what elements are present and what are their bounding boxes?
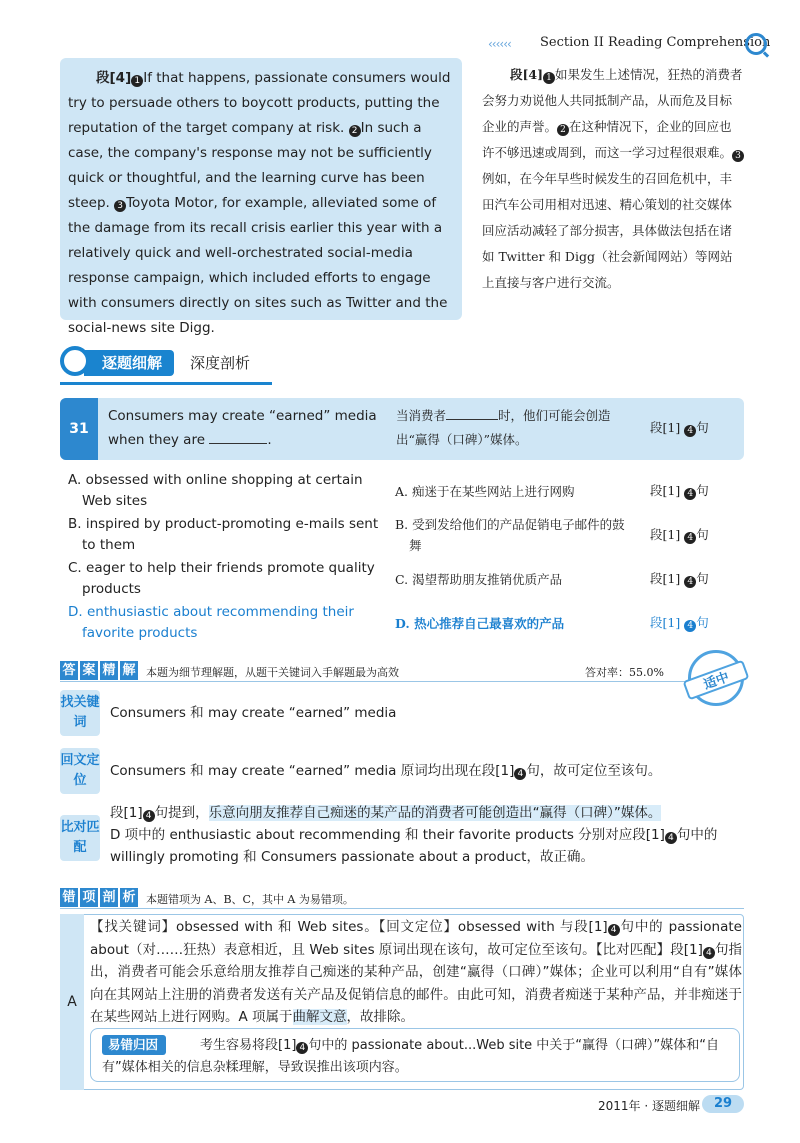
sentence-3-zh: 例如，在今年早些时候发生的召回危机中，丰田汽车公司用相对迅速、精心策划的社交媒体回应活动减轻了部分损害，具体做法包括在诸如 Twitter 和 Digg（社会新闻网站）等网站上直接与客户进行交流。 — [482, 171, 733, 290]
loc-text: 段[1] — [650, 420, 681, 435]
answer-note: 本题为细节理解题，从题干关键词入手解题最为高效 — [146, 666, 399, 679]
sentence-2-zh: 在这种情况下，企业的回应也许不够迅速或周到，而这一学习过程很艰难。 — [482, 119, 733, 160]
tag-char: 错 — [60, 888, 78, 907]
stem-text: Consumers may create “earned” media when they are — [108, 408, 377, 448]
option-a-zh: A. 痴迷于在某些网站上进行网购 — [395, 484, 575, 499]
text: Consumers 和 may create “earned” media 原词均出现在段[1] — [110, 763, 515, 779]
correct-rate: 答对率：55.0% — [585, 666, 664, 679]
tag-char: 解 — [120, 661, 138, 680]
sentence-3: Toyota Motor, for example, alleviated some of the damage from its recall crisis earlier this year with a relatively quick and well-orchestrated social-media response campaign, which included efforts to engage with consumers directly on sites such as Twitter and the social-news site Digg. — [68, 195, 448, 336]
match-line-3: willingly promoting 和 Consumers passionate about a product，故正确。 — [110, 849, 594, 865]
wrong-option-letter: A — [60, 914, 84, 1090]
loc-text: 段[1] — [650, 615, 681, 630]
sentence-number-icon: 4 — [703, 947, 715, 959]
search-q-icon — [745, 33, 767, 55]
match-line-1 — [110, 802, 740, 824]
wrong-tag — [60, 888, 138, 907]
stem-end: . — [267, 432, 272, 448]
option-c-location — [650, 569, 709, 588]
sentence-number-icon: 4 — [143, 810, 155, 822]
tag-char: 答 — [60, 661, 78, 680]
match-line-2 — [110, 824, 740, 846]
loc-text: 段[1] — [650, 571, 681, 586]
wrong-note: 本题错项为 A、B、C，其中 A 为易错项。 — [146, 893, 354, 906]
step-locate-tag: 回文定位 — [60, 748, 100, 794]
sentence-number-icon: 4 — [296, 1042, 308, 1054]
sentence-2: In such a case, the company's response may not be sufficiently quick or thoughtful, and the learning curve has been steep. — [68, 120, 432, 211]
step-find-keywords-tag: 找关键词 — [60, 690, 100, 736]
sentence-number-icon: 4 — [684, 425, 696, 437]
highlight-text: 曲解文意 — [292, 1009, 347, 1025]
text: 段[1] — [110, 805, 143, 821]
footer-label: 2011年 · 逐题细解 — [598, 1099, 700, 1113]
text: 句中的 passionate about（对……狂热）表意相近，且 Web sites 原词出现在该句，故可定位至该句。【比对匹配】段[1] — [90, 919, 742, 958]
section-heading: 逐题细解 — [84, 350, 174, 376]
highlight-text: 乐意向朋友推荐自己痴迷的某产品的消费者可能创造出“赢得（口碑）”媒体。 — [208, 805, 662, 821]
question-number: 31 — [60, 398, 98, 460]
option-d-en: D. enthusiastic about recommending their favorite products — [68, 604, 354, 641]
loc-suffix: 句 — [696, 527, 709, 542]
step-find-keywords-text: Consumers 和 may create “earned” media — [110, 705, 397, 721]
loc-text: 段[1] — [650, 527, 681, 542]
option-a-location — [650, 481, 709, 500]
question-location — [650, 418, 709, 437]
trap-analysis — [102, 1035, 732, 1079]
divider — [60, 681, 690, 682]
sentence-number-icon: 3 — [732, 150, 744, 162]
loc-text: 段[1] — [650, 483, 681, 498]
text: D 项中的 enthusiastic about recommending 和 their favorite products 分别对应段[1] — [110, 827, 665, 843]
answer-blank — [446, 419, 498, 420]
passage-english — [60, 58, 462, 336]
section-title: Section II Reading Comprehension — [540, 35, 771, 50]
text: ，故排除。 — [346, 1009, 415, 1025]
text: 句，故可定位至该句。 — [526, 763, 662, 779]
tag-char: 精 — [100, 661, 118, 680]
option-b-en: B. inspired by product-promoting e-mails sent to them — [68, 516, 379, 553]
divider — [60, 908, 744, 909]
sentence-number-icon: 4 — [684, 576, 696, 588]
text: 句中的 — [676, 827, 718, 843]
sentence-number-icon: 4 — [514, 768, 526, 780]
section-underline — [60, 382, 272, 385]
option-c-zh: C. 渴望帮助朋友推销优质产品 — [395, 572, 563, 587]
text: 句提到， — [154, 805, 209, 821]
sentence-number-icon: 1 — [131, 75, 143, 87]
text: 句中的 passionate about...Web site 中关于“赢得（口碑）”媒体和“自有”媒体相关的信息杂糅理解，导致误推出该项内容。 — [102, 1038, 720, 1075]
step-match-text — [110, 802, 740, 868]
option-b-location — [650, 525, 709, 544]
tag-char: 项 — [80, 888, 98, 907]
text: 句指出，消费者可能会乐意给朋友推荐自己痴迷的某种产品，创建“赢得（口碑）”媒体；企业可以利用“自有”媒体向在其网站上注册的消费者发送有关产品及促销信息的邮件。由此可知，消费者痴迷于某种产品，并非痴迷于在某些网站上进行网购。A 项属于 — [90, 941, 743, 1025]
option-b-zh: B. 受到发给他们的产品促销电子邮件的鼓舞 — [395, 517, 625, 553]
wrong-option-analysis — [90, 916, 742, 1029]
paragraph-label: 段[4] — [510, 67, 544, 82]
sentence-number-icon: 4 — [665, 832, 677, 844]
section-subheading: 深度剖析 — [190, 354, 251, 372]
sentence-number-icon: 4 — [608, 924, 620, 936]
option-d-location — [650, 613, 709, 632]
sentence-number-icon: 2 — [349, 125, 361, 137]
text: 【找关键词】obsessed with 和 Web sites。【回文定位】obsessed with 与段[1] — [90, 919, 608, 935]
sentence-1-zh: 如果发生上述情况，狂热的消费者会努力劝说他人共同抵制产品，从而危及目标企业的声誉。 — [482, 67, 743, 134]
sentence-number-icon: 4 — [684, 488, 696, 500]
loc-suffix: 句 — [696, 571, 709, 586]
answer-blank — [209, 443, 267, 444]
loc-suffix: 句 — [696, 483, 709, 498]
option-d-zh: D. 热心推荐自己最喜欢的产品 — [395, 616, 565, 631]
stem-text-zh: 当消费者 — [396, 408, 447, 423]
question-stem-zh — [396, 404, 626, 452]
answer-tag — [60, 661, 138, 680]
paragraph-label: 段[4] — [96, 70, 132, 86]
header-arrows: ‹‹‹‹‹‹ — [488, 37, 511, 51]
magnifier-icon — [60, 346, 90, 376]
trap-tag: 易错归因 — [102, 1035, 166, 1055]
sentence-number-icon: 2 — [557, 124, 569, 136]
sentence-number-icon: 4 — [684, 532, 696, 544]
sentence-number-icon: 1 — [543, 72, 555, 84]
question-stem-en — [108, 404, 378, 452]
sentence-number-icon: 3 — [114, 200, 126, 212]
passage-chinese — [482, 62, 744, 296]
stem-end-zh: 时，他们可能会创造出“赢得（口碑）”媒体。 — [396, 408, 611, 447]
difficulty-label: 适中 — [683, 660, 750, 701]
loc-suffix: 句 — [696, 615, 709, 630]
text: 考生容易将段[1] — [200, 1038, 297, 1053]
sentence-1: If that happens, passionate consumers would try to persuade others to boycott products, putting the reputation of the target company at risk. — [68, 70, 451, 136]
tag-char: 剖 — [100, 888, 118, 907]
option-c-en: C. eager to help their friends promote quality products — [68, 560, 375, 597]
page-number: 29 — [702, 1095, 744, 1113]
step-match-tag: 比对匹配 — [60, 815, 100, 861]
sentence-number-icon: 4 — [684, 620, 696, 632]
step-locate-text — [110, 760, 740, 782]
tag-char: 案 — [80, 661, 98, 680]
tag-char: 析 — [120, 888, 138, 907]
loc-suffix: 句 — [696, 420, 709, 435]
option-a-en: A. obsessed with online shopping at certain Web sites — [68, 472, 363, 509]
